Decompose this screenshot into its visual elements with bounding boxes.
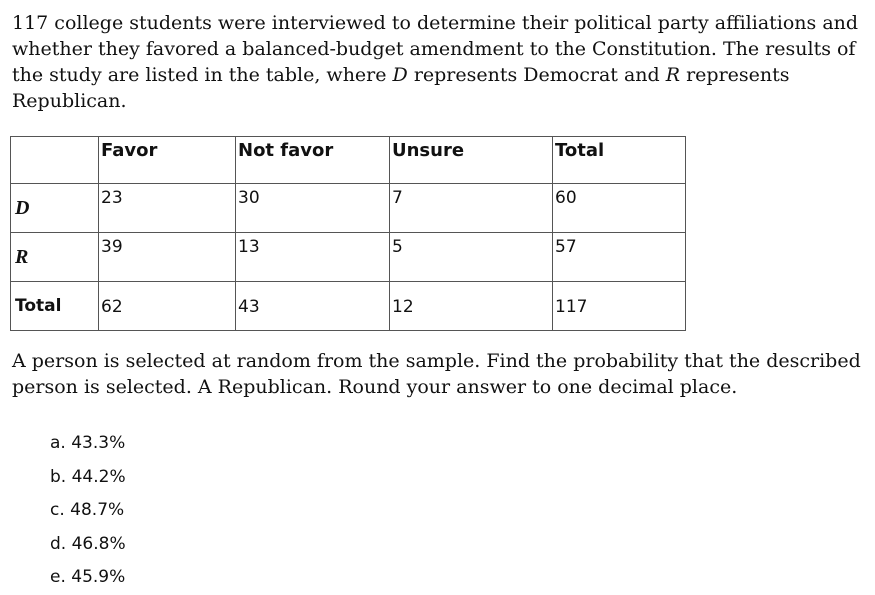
table-cell: 5 — [390, 233, 553, 282]
table-header-row — [11, 137, 686, 184]
answer-option-e[interactable]: e. 45.9% — [50, 567, 126, 587]
table-cell: 117 — [553, 282, 686, 331]
contingency-table — [10, 136, 686, 331]
answer-option-b[interactable]: b. 44.2% — [50, 466, 126, 487]
table-cell: 7 — [390, 184, 553, 233]
answer-options — [50, 427, 126, 595]
table-header-empty — [11, 137, 99, 184]
problem-intro — [12, 10, 862, 114]
intro-text-2: represents Democrat and — [407, 64, 666, 86]
row-label-d: D — [11, 184, 99, 233]
table-row — [11, 233, 686, 282]
table-header-unsure: Unsure — [390, 137, 553, 184]
table-cell: 12 — [390, 282, 553, 331]
answer-option-d[interactable]: d. 46.8% — [50, 533, 126, 554]
table-cell: 30 — [236, 184, 390, 233]
intro-text-1: 117 college students were interviewed to determine their political party affiliations and whether they favored a balanced-budget amendment to the Constitution. The results of the study are listed in the table, where — [12, 12, 859, 86]
table-cell: 62 — [99, 282, 236, 331]
row-label-total: Total — [11, 282, 99, 331]
question-text: A person is selected at random from the sample. Find the probability that the described person is selected. A Republican. Round your answer to one decimal place. — [12, 350, 861, 398]
table-row — [11, 184, 686, 233]
intro-text-3: represents Republican. — [12, 64, 790, 112]
variable-r: R — [665, 64, 681, 86]
table-header-not-favor: Not favor — [236, 137, 390, 184]
table-cell: 60 — [553, 184, 686, 233]
table-row-total — [11, 282, 686, 331]
answer-option-a[interactable]: a. 43.3% — [50, 433, 126, 453]
table-header-total: Total — [553, 137, 686, 184]
table-cell: 13 — [236, 233, 390, 282]
answer-option-c[interactable]: c. 48.7% — [50, 500, 125, 520]
variable-d: D — [392, 64, 408, 86]
row-label-r: R — [11, 233, 99, 282]
table-cell: 43 — [236, 282, 390, 331]
table-header-favor: Favor — [99, 137, 236, 184]
table-cell: 23 — [99, 184, 236, 233]
table-cell: 57 — [553, 233, 686, 282]
table-cell: 39 — [99, 233, 236, 282]
